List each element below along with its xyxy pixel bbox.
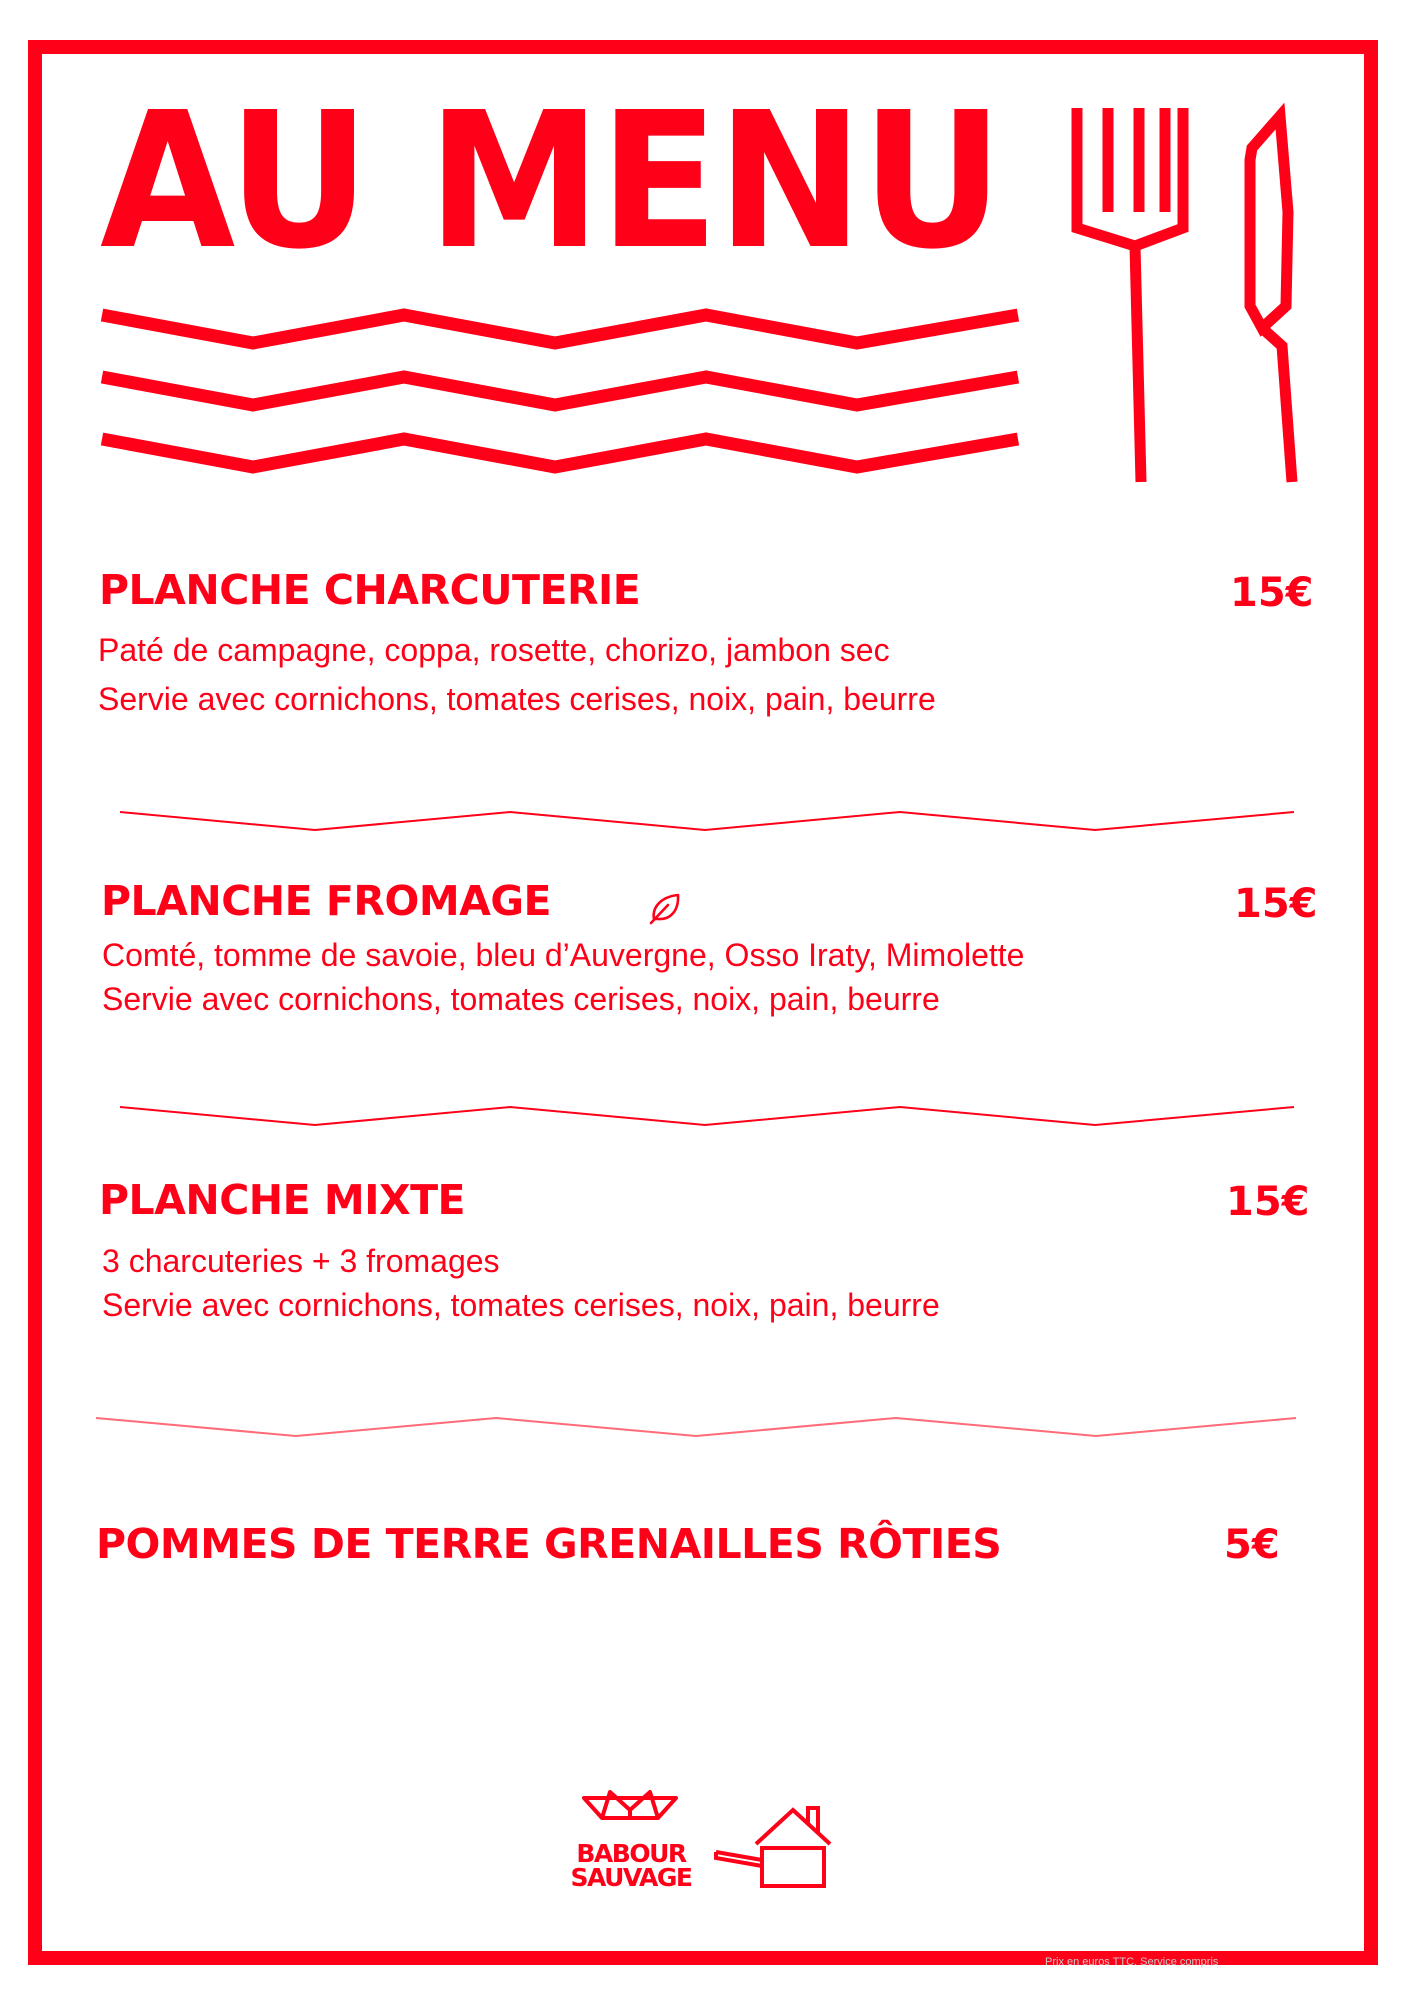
title-zigzag-decoration: [98, 305, 1022, 490]
item-price-pommes-de-terre: 5€: [1224, 1522, 1280, 1568]
knife-icon: [1220, 100, 1320, 490]
zigzag-divider: [94, 1414, 1298, 1444]
zigzag-divider: [118, 808, 1296, 838]
item-description-line2: Servie avec cornichons, tomates cerises, noix, pain, beurre: [102, 981, 940, 1017]
item-title-planche-mixte: PLANCHE MIXTE: [99, 1176, 466, 1224]
item-description-line2: Servie avec cornichons, tomates cerises, noix, pain, beurre: [102, 1287, 940, 1323]
item-title-pommes-de-terre: POMMES DE TERRE GRENAILLES RÔTIES: [96, 1520, 1002, 1568]
item-title-planche-fromage: PLANCHE FROMAGE: [101, 877, 552, 925]
paper-boat-icon: [580, 1788, 680, 1838]
menu-title: AU MENU: [100, 72, 1002, 291]
item-description-line2: Servie avec cornichons, tomates cerises, noix, pain, beurre: [98, 681, 936, 717]
item-description-line1: Paté de campagne, coppa, rosette, chorizo, jambon sec: [98, 632, 890, 668]
price-footnote: Prix en euros TTC. Service compris: [1045, 1956, 1219, 1968]
babour-sauvage-logo-text: [566, 1839, 696, 1892]
logo-line-1: BABOUR: [576, 1839, 686, 1868]
leaf-icon: [648, 890, 684, 926]
item-price-planche-mixte: 15€: [1226, 1179, 1310, 1225]
fork-icon: [1065, 100, 1200, 490]
cooking-pot-house-icon: [712, 1796, 844, 1894]
item-description-line1: 3 charcuteries + 3 fromages: [102, 1243, 500, 1279]
item-title-planche-charcuterie: PLANCHE CHARCUTERIE: [99, 566, 641, 614]
logo-line-2: SAUVAGE: [570, 1863, 692, 1892]
item-price-planche-charcuterie: 15€: [1230, 570, 1314, 616]
zigzag-divider: [118, 1103, 1296, 1133]
item-price-planche-fromage: 15€: [1234, 881, 1318, 927]
item-description-line1: Comté, tomme de savoie, bleu d’Auvergne, Osso Iraty, Mimolette: [102, 937, 1025, 973]
